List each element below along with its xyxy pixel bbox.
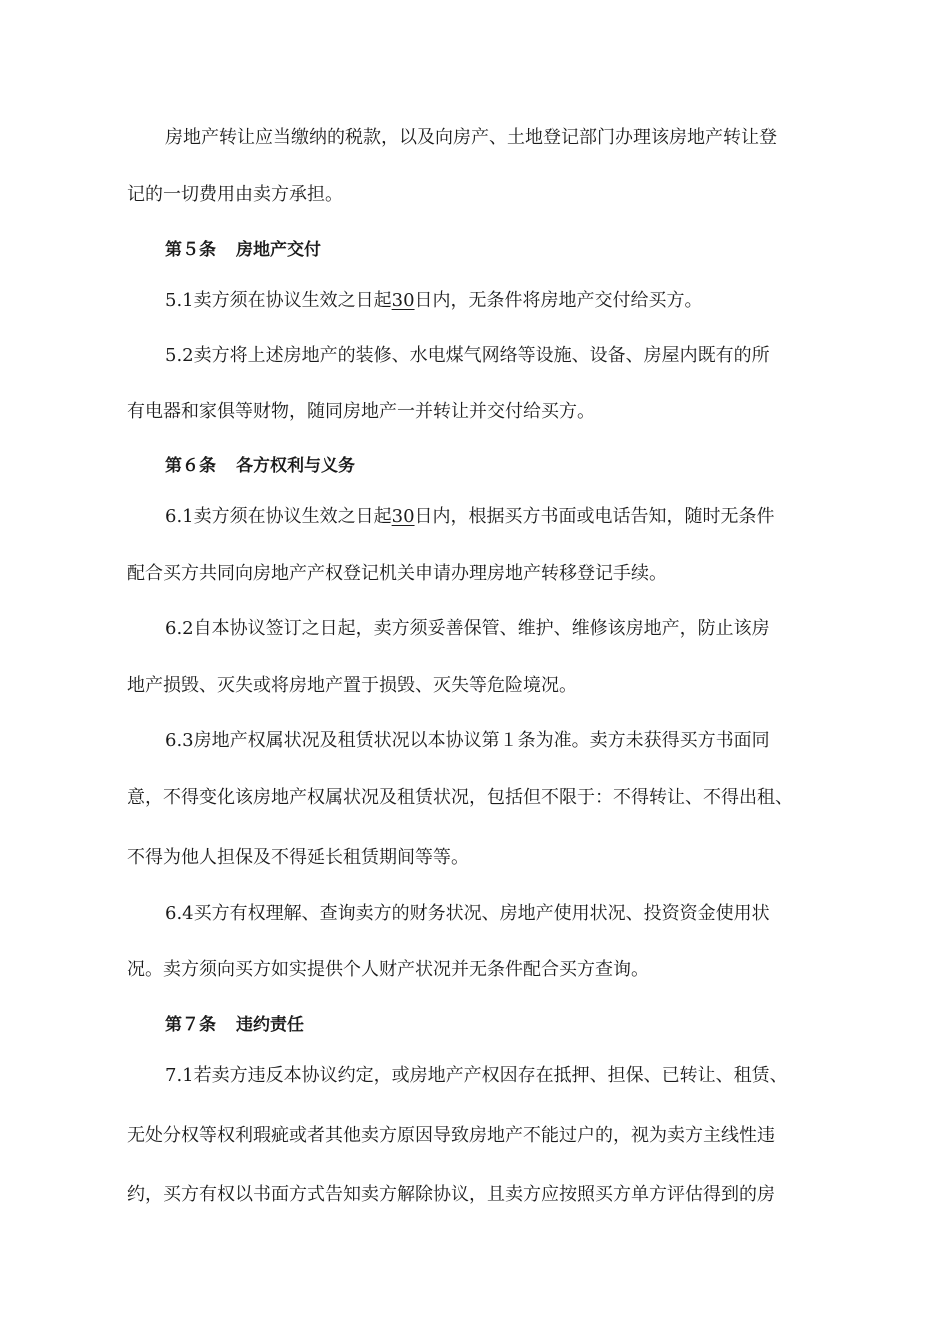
clause-6-1-days: 30 <box>391 506 415 527</box>
article-5-number: 第５条 <box>165 240 216 260</box>
clause-7-1-line-2: 无处分权等权利瑕疵或者其他卖方原因导致房地产不能过户的，视为卖方主线性违 <box>127 1125 775 1146</box>
clause-7-1-line-1: 7.1若卖方违反本协议约定，或房地产产权因存在抵押、担保、已转让、租赁、 <box>165 1065 788 1086</box>
clause-6-3-line-2: 意，不得变化该房地产权属状况及租赁状况，包括但不限于：不得转让、不得出租、 <box>127 787 793 808</box>
clause-5-1-text-post: 日内，无条件将房地产交付给买方。 <box>414 290 703 311</box>
clause-6-1-text-pre: 6.1卖方须在协议生效之日起 <box>165 506 392 527</box>
clause-5-2-line-2: 有电器和家俱等财物，随同房地产一并转让并交付给买方。 <box>127 401 595 422</box>
clause-6-3-line-1: 6.3房地产权属状况及租赁状况以本协议第１条为准。卖方未获得买方书面同 <box>165 730 770 751</box>
clause-6-3-line-3: 不得为他人担保及不得延长租赁期间等等。 <box>127 847 469 868</box>
article-5-title: 房地产交付 <box>236 240 321 260</box>
paragraph-tax-line-1: 房地产转让应当缴纳的税款，以及向房产、土地登记部门办理该房地产转让登 <box>165 127 777 148</box>
clause-6-2-line-1: 6.2自本协议签订之日起，卖方须妥善保管、维护、维修该房地产，防止该房 <box>165 618 770 639</box>
article-6-number: 第６条 <box>165 456 216 476</box>
clause-6-1-line-2: 配合买方共同向房地产产权登记机关申请办理房地产转移登记手续。 <box>127 563 667 584</box>
paragraph-tax-line-2: 记的一切费用由卖方承担。 <box>127 184 343 205</box>
article-7-heading <box>165 1010 827 1040</box>
clause-6-4-line-2: 况。卖方须向买方如实提供个人财产状况并无条件配合买方查询。 <box>127 959 649 980</box>
article-7-title: 违约责任 <box>236 1015 304 1035</box>
clause-6-1-text-post: 日内，根据买方书面或电话告知，随时无条件 <box>414 506 775 527</box>
clause-7-1-line-3: 约，买方有权以书面方式告知卖方解除协议，且卖方应按照买方单方评估得到的房 <box>127 1184 775 1205</box>
article-7-number: 第７条 <box>165 1015 216 1035</box>
article-5-heading <box>165 235 827 265</box>
clause-5-1-text-pre: 5.1卖方须在协议生效之日起 <box>165 290 392 311</box>
clause-5-1-days: 30 <box>391 290 415 311</box>
clause-6-4-line-1: 6.4买方有权理解、查询卖方的财务状况、房地产使用状况、投资资金使用状 <box>165 903 770 924</box>
clause-5-2-line-1: 5.2卖方将上述房地产的装修、水电煤气网络等设施、设备、房屋内既有的所 <box>165 345 770 366</box>
clause-5-1 <box>165 286 827 316</box>
clause-6-2-line-2: 地产损毁、灭失或将房地产置于损毁、灭失等危险境况。 <box>127 675 577 696</box>
clause-6-1-line-1 <box>165 502 827 532</box>
article-6-heading <box>165 451 827 481</box>
article-6-title: 各方权利与义务 <box>236 456 355 476</box>
